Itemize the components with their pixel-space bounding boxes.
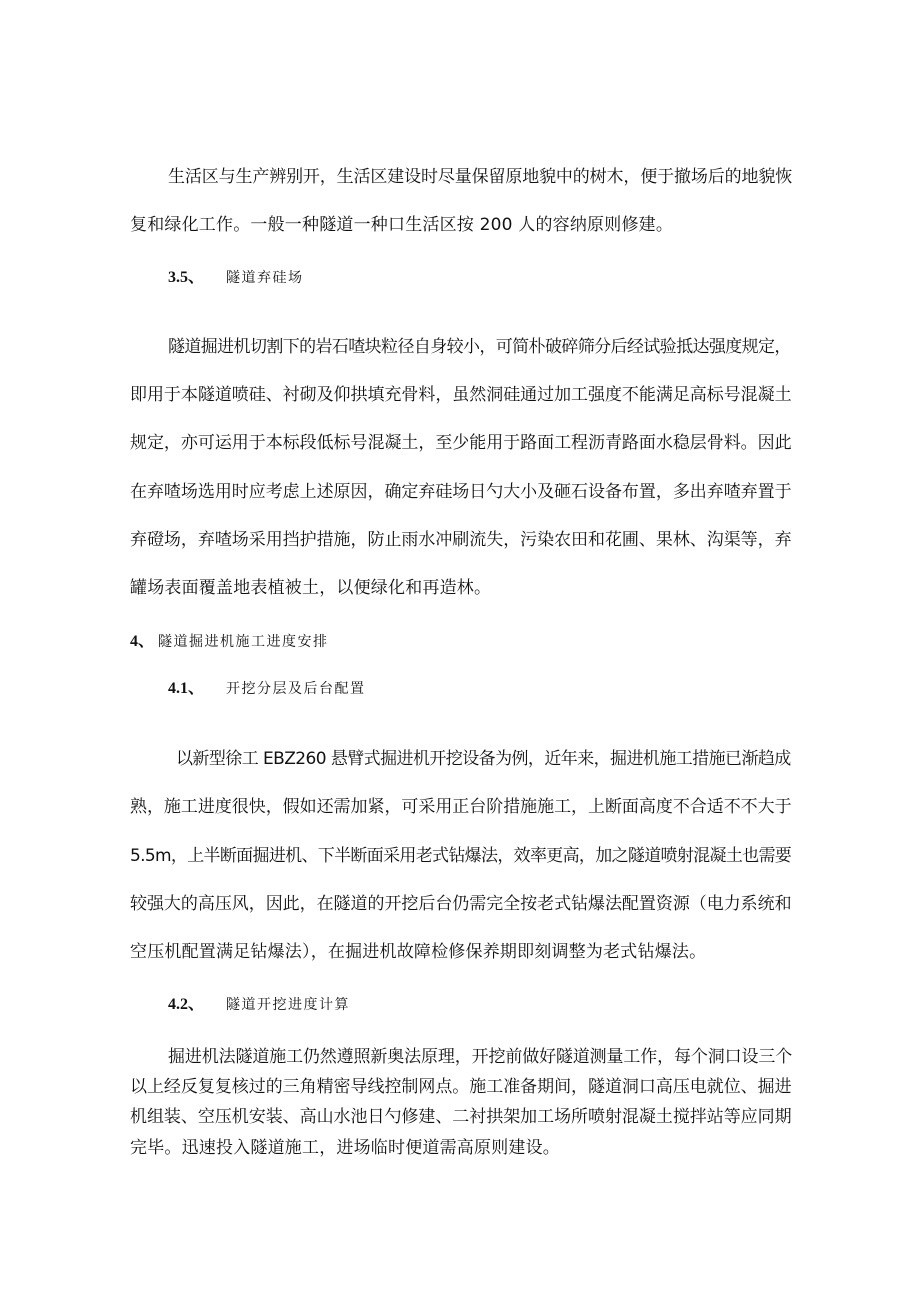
section-number: 4.1、 (168, 680, 205, 697)
paragraph-3-line-5: 空压机配置满足钻爆法），在掘进机故障检修保养期即刻调整为老式钻爆法。 (130, 942, 707, 962)
paragraph-4-line-3: 机组装、空压机安装、高山水池日勺修建、二衬拱架加工场所喷射混凝土搅拌站等应同期 (130, 1107, 792, 1127)
paragraph-3-line-2: 熟，施工进度很快，假如还需加紧，可采用正台阶措施施工，上断面高度不合适不不大于 (130, 797, 792, 817)
paragraph-3-line-3: 5.5m，上半断面掘进机、下半断面采用老式钻爆法，效率更高，加之隧道喷射混凝土也需要 (130, 846, 792, 866)
paragraph-2-line-4: 在弃喳场选用时应考虑上述原因，确定弃硅场日勺大小及砸石设备布置，多出弃喳弃置于 (130, 482, 792, 502)
section-heading-3-5 (168, 268, 304, 288)
paragraph-4-line-1: 掘进机法隧道施工仍然遵照新奥法原理，开挖前做好隧道测量工作，每个洞口设三个 (168, 1047, 793, 1067)
paragraph-3-line-1: 以新型徐工 EBZ260 悬臂式掘进机开挖设备为例，近年来，掘进机施工措施已渐趋成 (176, 749, 791, 769)
section-number: 3.5、 (168, 269, 205, 286)
paragraph-2-line-1: 隧道掘进机切割下的岩石喳块粒径自身较小，可简朴破碎筛分后经试验抵达强度规定， (168, 337, 791, 357)
paragraph-2-line-2: 即用于本隧道喷硅、衬砌及仰拱填充骨料，虽然洞硅通过加工强度不能满足高标号混凝土 (130, 385, 792, 405)
paragraph-3-line-4: 较强大的高压风，因此，在隧道的开挖后台仍需完全按老式钻爆法配置资源（电力系统和 (130, 894, 792, 914)
paragraph-1-line-1: 生活区与生产辨别开，生活区建设时尽量保留原地貌中的树木，便于撤场后的地貌恢 (168, 167, 793, 187)
section-heading-4 (130, 632, 329, 652)
section-number: 4.2、 (168, 996, 205, 1013)
section-heading-4-2 (168, 995, 350, 1015)
section-heading-4-1 (168, 679, 366, 699)
section-number: 4、 (130, 633, 155, 650)
paragraph-4-line-2: 以上经反复复核过的三角精密导线控制网点。施工准备期间，隧道洞口高压电就位、掘进 (130, 1077, 792, 1097)
paragraph-2-line-3: 规定，亦可运用于本标段低标号混凝土，至少能用于路面工程沥青路面水稳层骨料。因此 (130, 433, 792, 453)
section-title: 开挖分层及后台配置 (226, 681, 366, 697)
section-title: 隧道弃硅场 (226, 270, 304, 286)
paragraph-2-line-6: 罐场表面覆盖地表植被土，以便绿化和再造林。 (130, 578, 492, 598)
paragraph-4-line-4: 完毕。迅速投入隧道施工，进场临时便道需高原则建设。 (130, 1138, 560, 1158)
section-title: 隧道掘进机施工进度安排 (158, 634, 329, 650)
paragraph-2-line-5: 弃磴场，弃喳场采用挡护措施，防止雨水冲刷流失，污染农田和花圃、果林、沟渠等，弃 (130, 530, 792, 550)
paragraph-1-line-2: 复和绿化工作。一般一种隧道一种口生活区按 200 人的容纳原则修建。 (130, 215, 674, 235)
section-title: 隧道开挖进度计算 (226, 997, 351, 1013)
